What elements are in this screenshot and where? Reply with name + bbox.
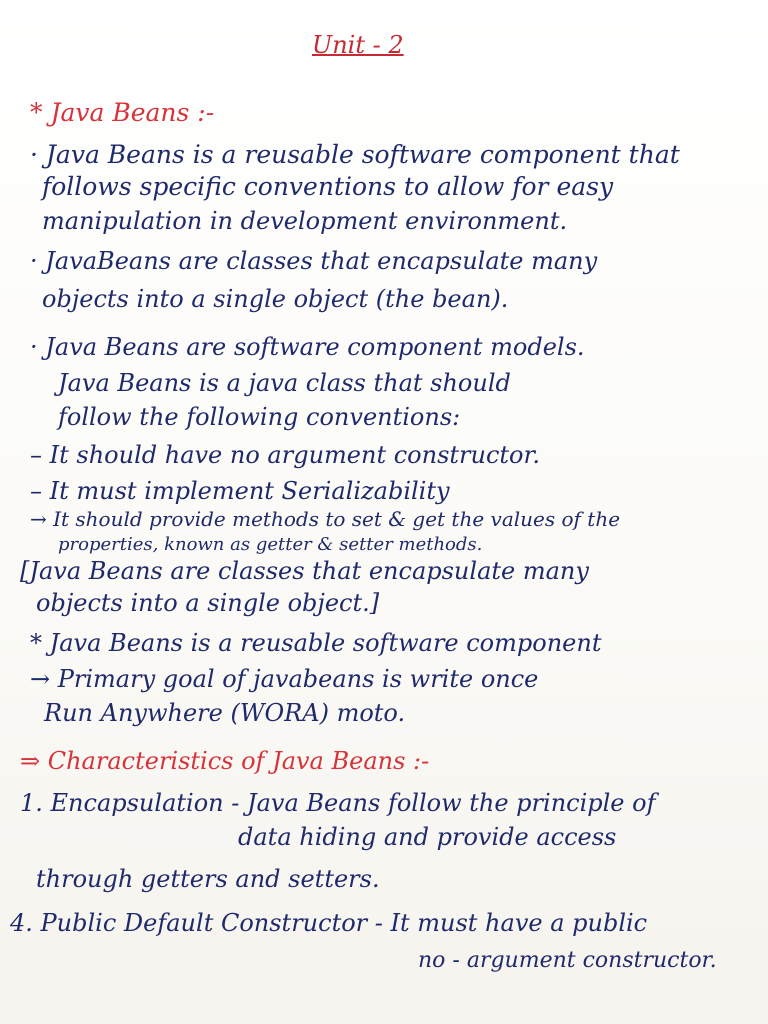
note-line: Run Anywhere (WORA) moto. bbox=[44, 699, 406, 727]
note-line: follow the following conventions: bbox=[58, 403, 461, 431]
note-line: objects into a single object (the bean). bbox=[42, 285, 509, 313]
note-line: follows specific conventions to allow for easy bbox=[42, 172, 614, 201]
note-line: → It should provide methods to set & get the values of the bbox=[30, 507, 621, 531]
note-line: [Java Beans are classes that encapsulate many bbox=[20, 557, 589, 585]
page-title: Unit - 2 bbox=[312, 31, 404, 59]
note-line: – It must implement Serializability bbox=[30, 477, 450, 505]
note-line: manipulation in development environment. bbox=[42, 207, 568, 235]
note-line: → Primary goal of javabeans is write once bbox=[30, 665, 539, 693]
note-line: · Java Beans is a reusable software component that bbox=[30, 140, 680, 169]
note-line: through getters and setters. bbox=[36, 865, 380, 893]
section-heading: * Java Beans :- bbox=[30, 98, 215, 127]
note-line: · JavaBeans are classes that encapsulate many bbox=[30, 247, 598, 275]
note-line: · Java Beans are software component models. bbox=[30, 333, 585, 361]
note-line: 1. Encapsulation - Java Beans follow the principle of bbox=[20, 789, 656, 817]
note-line: – It should have no argument constructor. bbox=[30, 441, 540, 469]
note-line: 4. Public Default Constructor - It must have a public bbox=[10, 909, 648, 937]
note-line: data hiding and provide access bbox=[238, 823, 617, 851]
note-line: objects into a single object.] bbox=[36, 589, 380, 617]
subheading: ⇒ Characteristics of Java Beans :- bbox=[20, 747, 430, 775]
note-line: Java Beans is a java class that should bbox=[58, 369, 511, 397]
note-line: no - argument constructor. bbox=[418, 948, 717, 973]
note-line: * Java Beans is a reusable software component bbox=[30, 629, 602, 657]
note-line: properties, known as getter & setter methods. bbox=[58, 534, 483, 555]
